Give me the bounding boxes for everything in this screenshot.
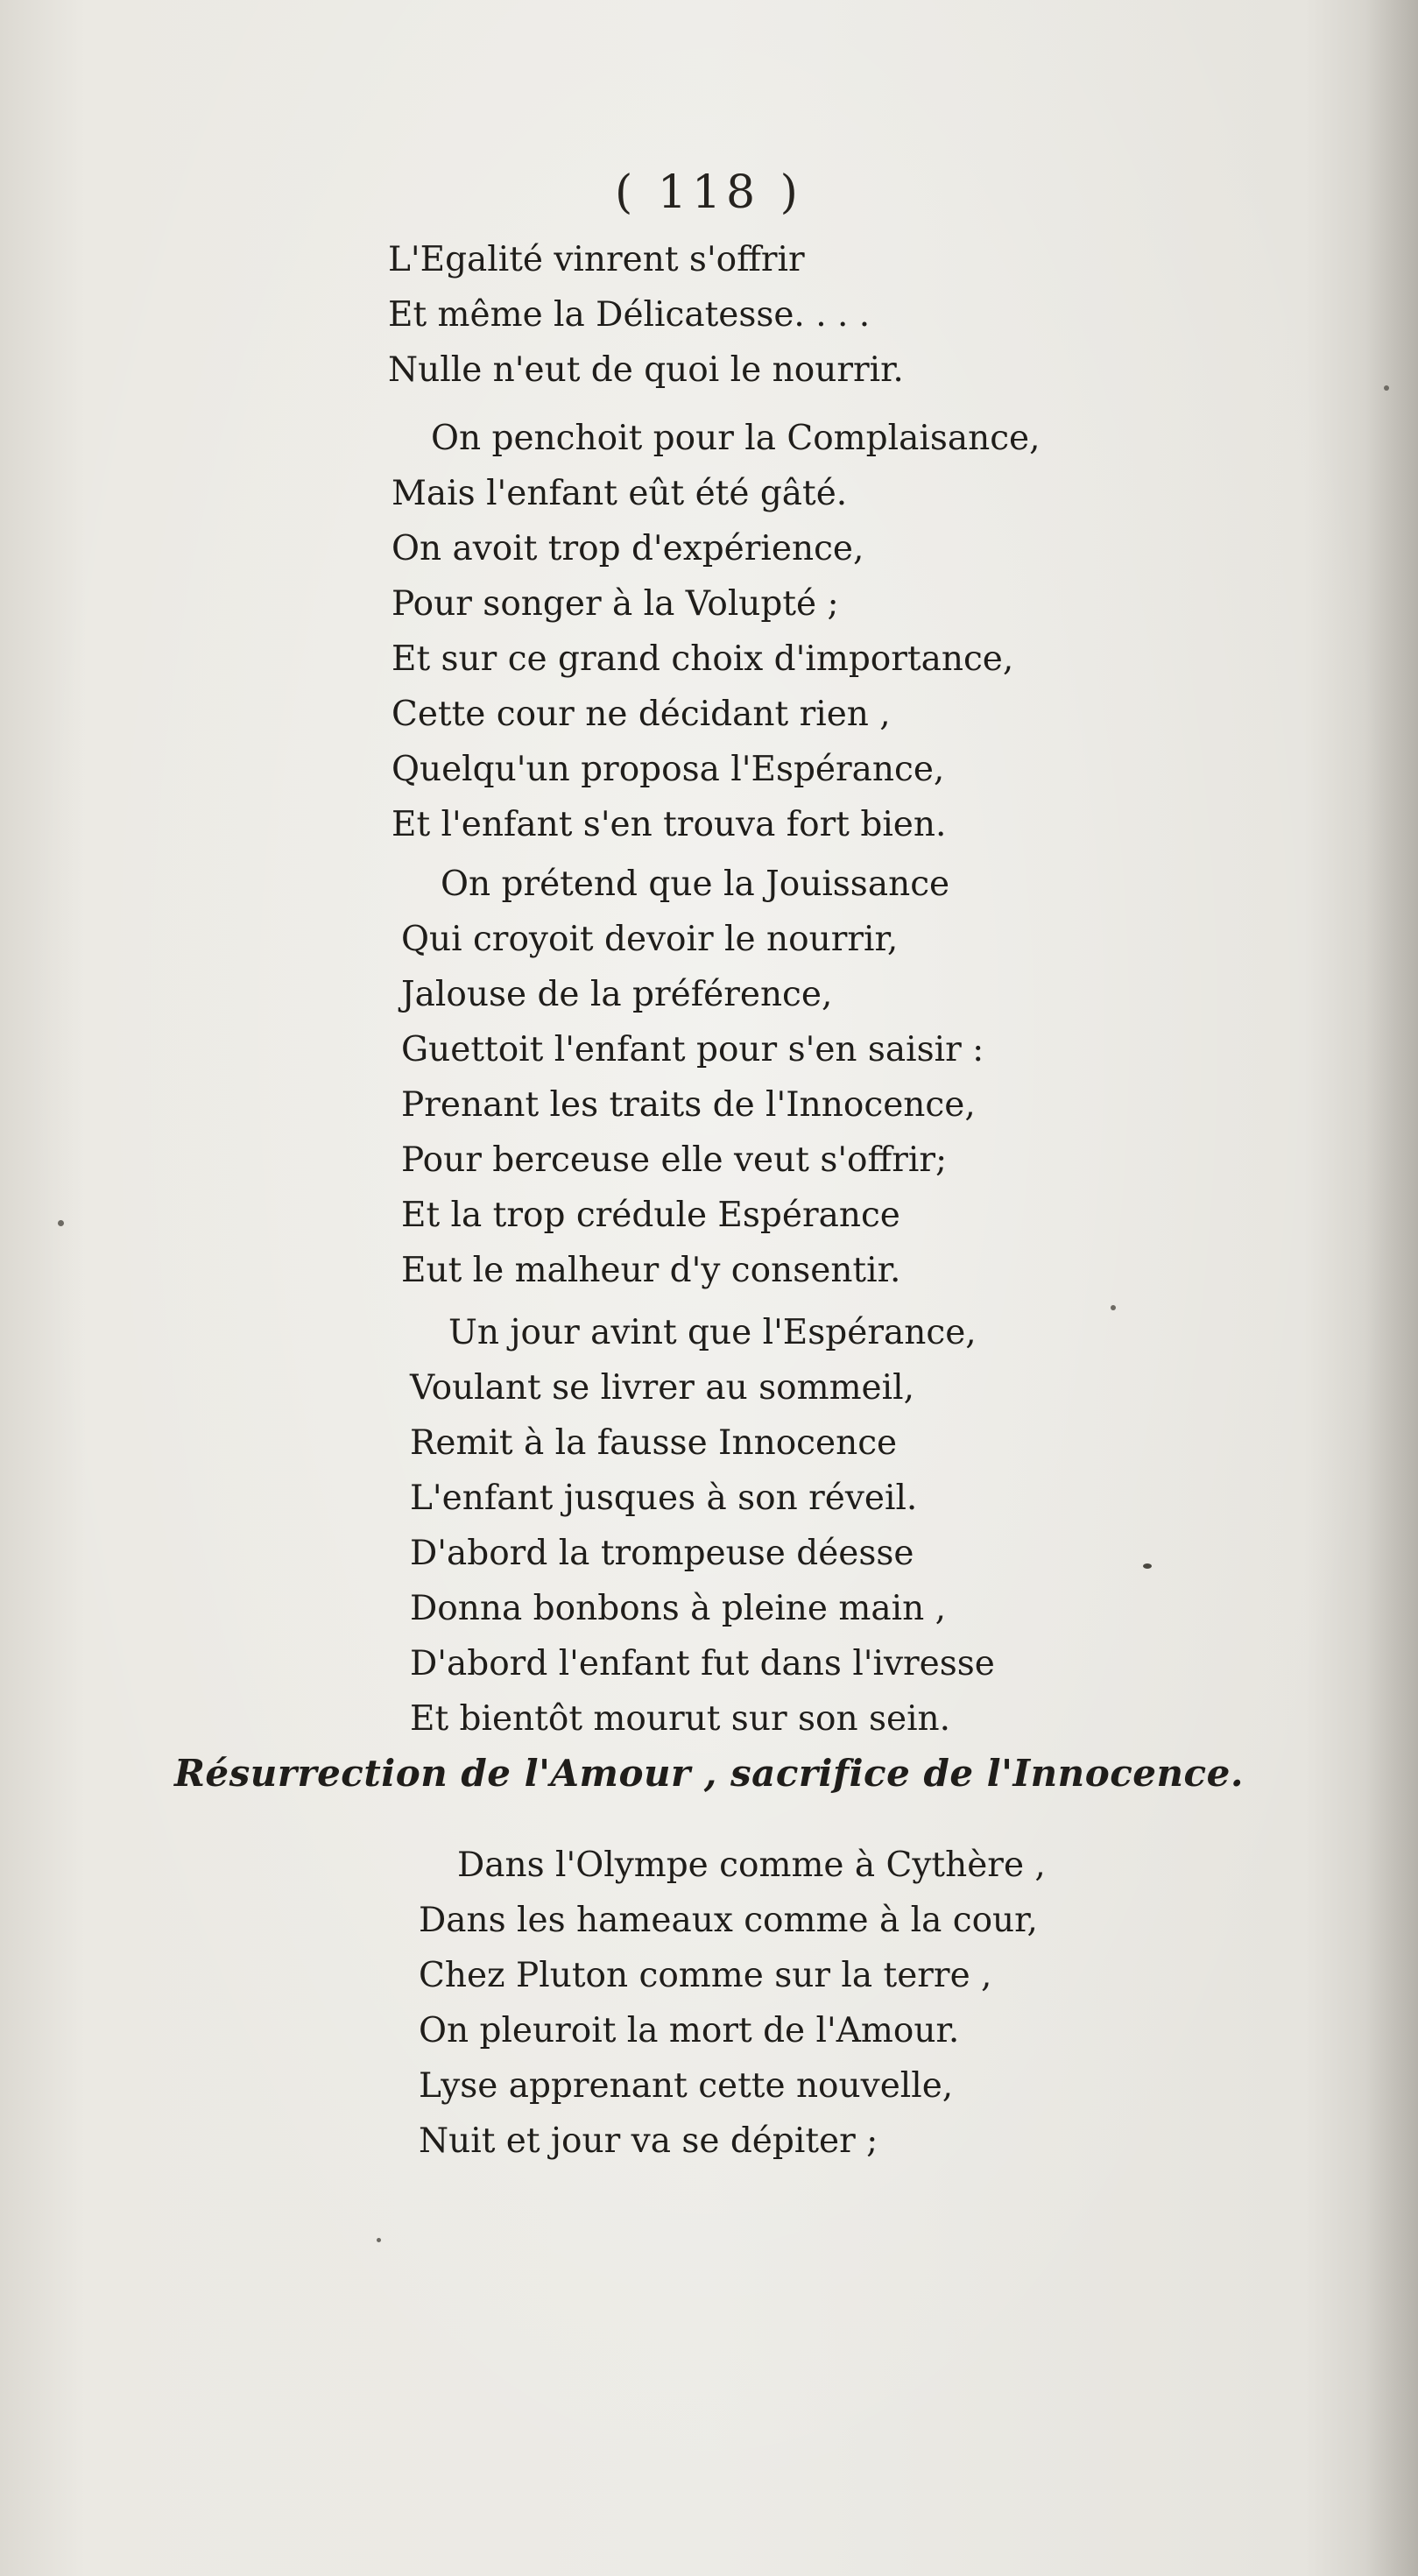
verse-line: Pour berceuse elle veut s'offrir; [401,1140,948,1180]
verse-line: Donna bonbons à pleine main , [410,1589,947,1628]
paper-speck [1384,385,1389,391]
paper-speck [377,2238,381,2242]
section-title: Résurrection de l'Amour , sacrifice de l'Innocence. [174,1752,1244,1795]
verse-line: Jalouse de la préférence, [401,975,833,1014]
paper-speck [58,1220,64,1226]
verse-line: L'Egalité vinrent s'offrir [388,240,805,279]
paper-speck [1143,1563,1152,1569]
verse-line: Et l'enfant s'en trouva fort bien. [392,805,947,844]
verse-line: Et même la Délicatesse. . . . [388,295,871,335]
stanza-5 [419,1838,1046,2169]
stanza-2 [392,411,1041,852]
page-number: ( 118 ) [615,166,803,219]
stanza-1 [388,232,904,398]
verse-line: Nulle n'eut de quoi le nourrir. [388,350,904,390]
verse-line: On avoit trop d'expérience, [392,529,864,568]
verse-line: Nuit et jour va se dépiter ; [419,2121,878,2161]
stanza-3 [401,857,984,1298]
verse-line: Et bientôt mourut sur son sein. [410,1699,951,1739]
verse-line: Et la trop crédule Espérance [401,1196,900,1235]
verse-line: Lyse apprenant cette nouvelle, [419,2066,954,2106]
verse-line: D'abord l'enfant fut dans l'ivresse [410,1644,995,1683]
verse-line: Dans les hameaux comme à la cour, [419,1901,1038,1940]
verse-line: Cette cour ne décidant rien , [392,695,891,734]
verse-line: Qui croyoit devoir le nourrir, [401,920,899,959]
verse-line: Mais l'enfant eût été gâté. [392,474,848,513]
verse-line: Voulant se livrer au sommeil, [410,1368,914,1408]
verse-line: Eut le malheur d'y consentir. [401,1251,901,1290]
verse-line: On pleuroit la mort de l'Amour. [419,2011,960,2050]
verse-line: L'enfant jusques à son réveil. [410,1479,918,1518]
verse-line: Guettoit l'enfant pour s'en saisir : [401,1030,984,1069]
page-gutter-shadow [1365,0,1418,2576]
verse-line: Remit à la fausse Innocence [410,1423,898,1463]
verse-line: Quelqu'un proposa l'Espérance, [392,750,945,789]
verse-line: Chez Pluton comme sur la terre , [419,1956,992,1995]
paper-speck [1111,1305,1116,1310]
verse-line: D'abord la trompeuse déesse [410,1534,914,1573]
verse-line: Pour songer à la Volupté ; [392,584,839,624]
verse-line: Un jour avint que l'Espérance, [448,1313,977,1352]
verse-line: Et sur ce grand choix d'importance, [392,639,1014,679]
verse-line: On prétend que la Jouissance [441,865,950,904]
verse-line: Prenant les traits de l'Innocence, [401,1085,976,1125]
stanza-4 [410,1305,995,1747]
verse-line: Dans l'Olympe comme à Cythère , [457,1846,1046,1885]
verse-line: On penchoit pour la Complaisance, [431,419,1041,458]
